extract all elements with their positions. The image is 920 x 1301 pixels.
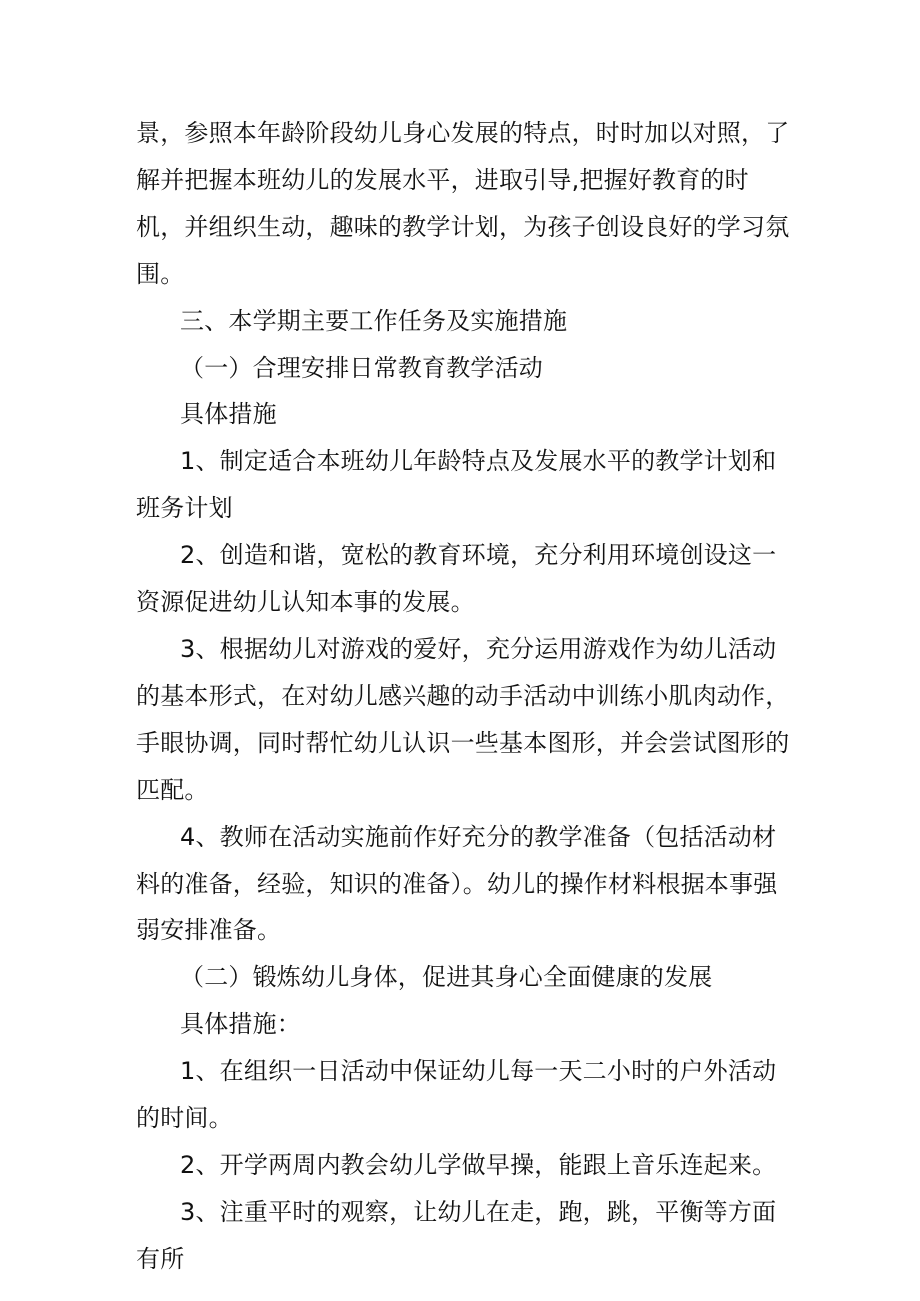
paragraph-continuation: 景，参照本年龄阶段幼儿身心发展的特点，时时加以对照，了解并把握本班幼儿的发展水平，进取引导,把握好教育的时机，并组织生动，趣味的教学计划，为孩子创设良好的学习氛围。 [136, 119, 790, 288]
list-item-1-3: 3、根据幼儿对游戏的爱好，充分运用游戏作为幼儿活动的基本形式，在对幼儿感兴趣的动手活动中训练小肌肉动作，手眼协调，同时帮忙幼儿认识一些基本图形，并会尝试图形的匹配。 [136, 634, 790, 804]
measures-label-1: 具体措施 [180, 400, 277, 429]
section-heading-3: 三、本学期主要工作任务及实施措施 [180, 306, 568, 335]
subsection-heading-2: （二）锻炼幼儿身体，促进其身心全面健康的发展 [180, 963, 713, 992]
list-item-2-3: 3、注重平时的观察，让幼儿在走，跑，跳，平衡等方面有所 [136, 1197, 777, 1273]
document-body [136, 110, 796, 1283]
subsection-heading-1: （一）合理安排日常教育教学活动 [180, 353, 543, 382]
list-item-2-1: 1、在组织一日活动中保证幼儿每一天二小时的户外活动的时间。 [136, 1057, 777, 1133]
measures-label-2: 具体措施： [180, 1010, 301, 1039]
list-item-1-2: 2、创造和谐，宽松的教育环境，充分利用环境创设这一资源促进幼儿认知本事的发展。 [136, 541, 777, 617]
list-item-2-2: 2、开学两周内教会幼儿学做早操，能跟上音乐连起来。 [180, 1150, 777, 1179]
list-item-1-4: 4、教师在活动实施前作好充分的教学准备（包括活动材料的准备，经验，知识的准备）。幼儿的操作材料根据本事强弱安排准备。 [136, 822, 778, 945]
list-item-1-1: 1、制定适合本班幼儿年龄特点及发展水平的教学计划和班务计划 [136, 447, 777, 523]
